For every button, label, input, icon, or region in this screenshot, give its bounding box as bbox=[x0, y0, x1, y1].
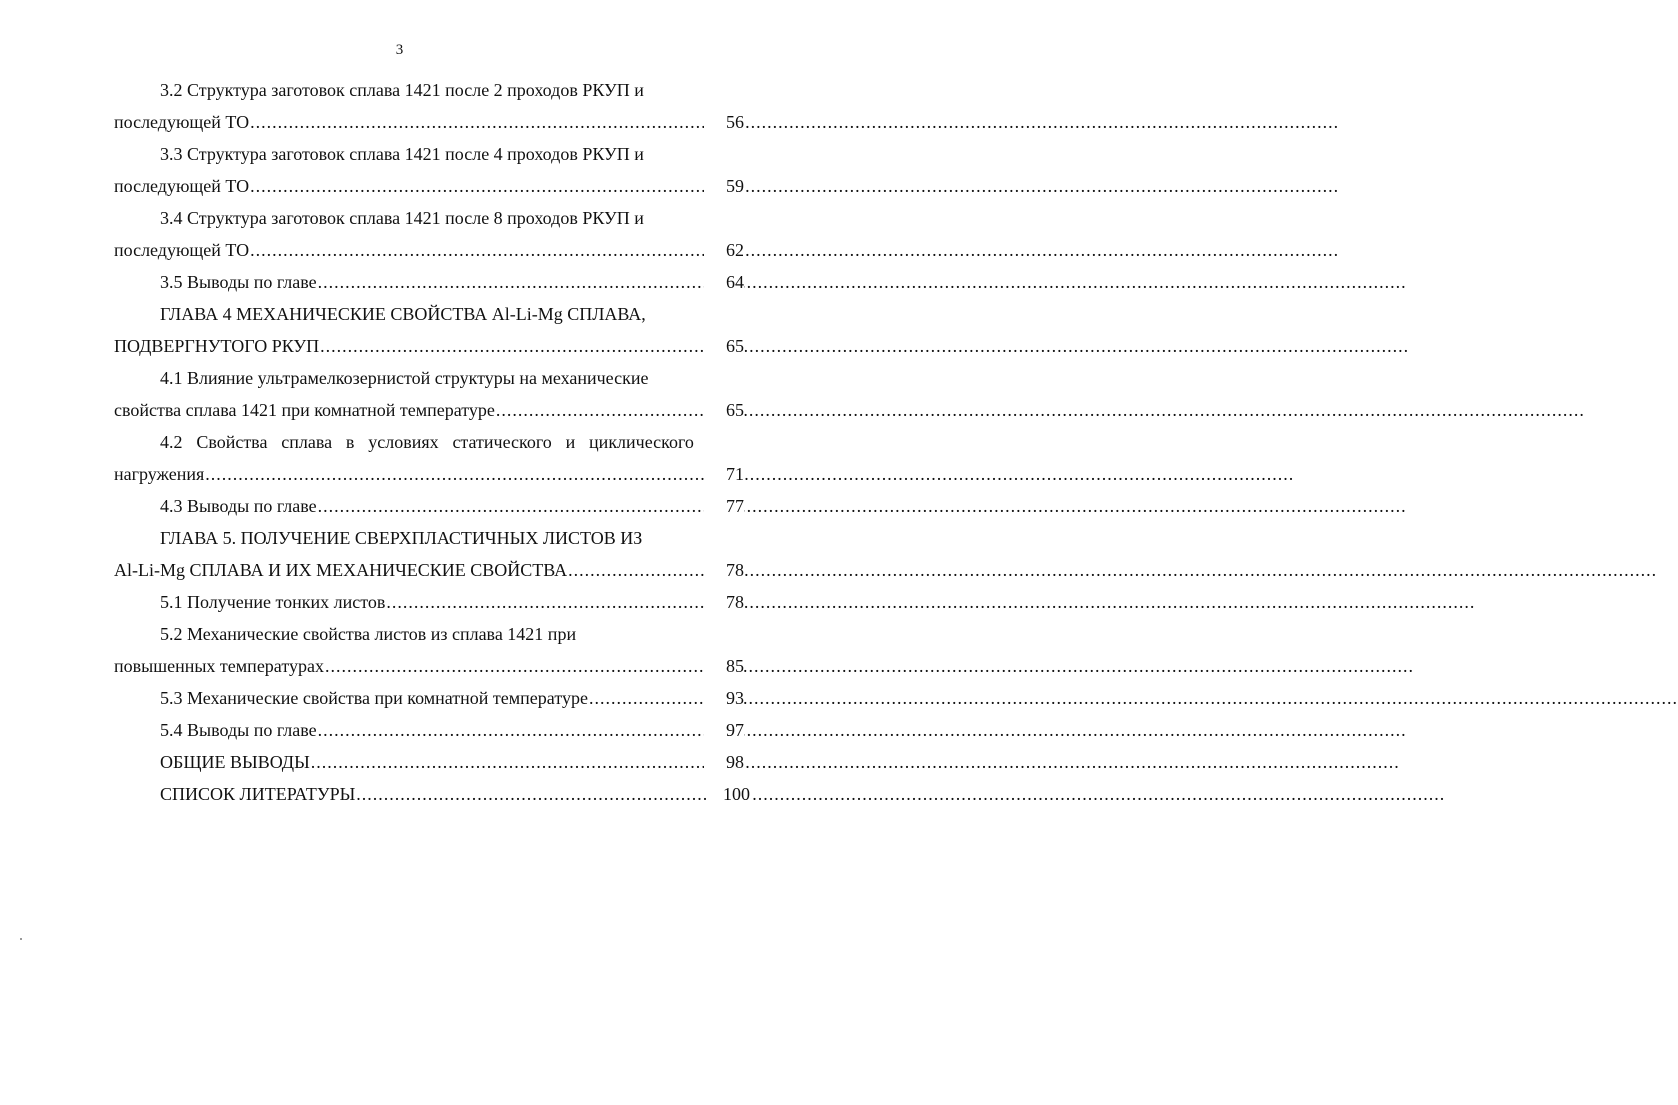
toc-entry-title: ПОДВЕРГНУТОГО РКУП bbox=[114, 336, 320, 356]
toc-page-number: 65 bbox=[704, 394, 744, 426]
toc-page-number: 78 bbox=[704, 586, 744, 618]
toc-entry-4-2-cont[interactable] bbox=[114, 458, 744, 490]
dot-leader bbox=[205, 458, 1294, 490]
toc-entry-3-3-cont[interactable] bbox=[114, 170, 744, 202]
dot-leader bbox=[250, 234, 1339, 266]
toc-entry-chapter-5[interactable] bbox=[114, 522, 744, 554]
toc-entry-3-4[interactable] bbox=[114, 202, 744, 234]
toc-entry-word: условиях bbox=[368, 432, 439, 452]
toc-page-number: 56 bbox=[704, 106, 744, 138]
toc-entry-references[interactable] bbox=[114, 778, 750, 810]
toc-entry-title: 4.3 Выводы по главе bbox=[160, 496, 317, 516]
dot-leader bbox=[320, 330, 1409, 362]
page-number: 3 bbox=[395, 42, 404, 58]
toc-entry-title: 5.1 Получение тонких листов bbox=[160, 592, 386, 612]
toc-entry-title: 3.5 Выводы по главе bbox=[160, 272, 317, 292]
toc-entry-5-4[interactable] bbox=[114, 714, 744, 746]
toc-page-number: 64 bbox=[704, 266, 744, 298]
dot-leader bbox=[325, 650, 1414, 682]
toc-entry-chapter-5-cont[interactable] bbox=[114, 554, 744, 586]
dot-leader bbox=[589, 682, 1678, 714]
toc-entry-3-4-cont[interactable] bbox=[114, 234, 744, 266]
toc-entry-title: последующей ТО bbox=[114, 176, 250, 196]
toc-entry-chapter-4-cont[interactable] bbox=[114, 330, 744, 362]
dot-leader bbox=[496, 394, 1585, 426]
toc-entry-title: ГЛАВА 5. ПОЛУЧЕНИЕ СВЕРХПЛАСТИЧНЫХ ЛИСТОВ ИЗ bbox=[160, 528, 643, 548]
toc-page-number: 97 bbox=[704, 714, 744, 746]
toc-entry-title: 5.2 Механические свойства листов из сплава 1421 при bbox=[160, 624, 577, 644]
toc-entry-title: свойства сплава 1421 при комнатной температуре bbox=[114, 400, 495, 420]
toc-entry-word: Свойства bbox=[196, 432, 268, 452]
toc-page-number: 85 bbox=[704, 650, 744, 682]
toc-page-number: 93 bbox=[704, 682, 744, 714]
dot-leader bbox=[318, 714, 1407, 746]
toc-entry-title: 3.4 Структура заготовок сплава 1421 после 8 проходов РКУП и bbox=[160, 208, 644, 228]
toc-page-number: 65 bbox=[704, 330, 744, 362]
toc-page-number: 59 bbox=[704, 170, 744, 202]
toc-entry-title: 3.2 Структура заготовок сплава 1421 после 2 проходов РКУП и bbox=[160, 80, 644, 100]
toc-page-number: 78 bbox=[704, 554, 744, 586]
toc-entry-3-3[interactable] bbox=[114, 138, 744, 170]
toc-entry-5-2[interactable] bbox=[114, 618, 744, 650]
dot-leader bbox=[311, 746, 1400, 778]
toc-page-number: 100 bbox=[706, 778, 750, 810]
toc-entry-title: последующей ТО bbox=[114, 240, 250, 260]
toc-entry-5-2-cont[interactable] bbox=[114, 650, 744, 682]
toc-entry-5-1[interactable] bbox=[114, 586, 744, 618]
toc-entry-general-conclusions[interactable] bbox=[114, 746, 744, 778]
toc-entry-title: 5.4 Выводы по главе bbox=[160, 720, 317, 740]
toc-page-number: 77 bbox=[704, 490, 744, 522]
toc-entry-title: 5.3 Механические свойства при комнатной температуре bbox=[160, 688, 588, 708]
toc-entry-title: 3.3 Структура заготовок сплава 1421 после 4 проходов РКУП и bbox=[160, 144, 644, 164]
toc-entry-word: в bbox=[345, 432, 355, 452]
toc-entry-title: ГЛАВА 4 МЕХАНИЧЕСКИЕ СВОЙСТВА Al-Li-Mg СПЛАВА, bbox=[160, 304, 646, 324]
toc-entry-4-2[interactable] bbox=[114, 426, 744, 458]
scan-speck bbox=[20, 938, 22, 940]
toc-entry-3-2[interactable] bbox=[114, 74, 744, 106]
toc-page-number: 98 bbox=[704, 746, 744, 778]
toc-entry-title: СПИСОК ЛИТЕРАТУРЫ bbox=[160, 784, 356, 804]
toc-entry-title: последующей ТО bbox=[114, 112, 250, 132]
dot-leader bbox=[356, 778, 1445, 810]
dot-leader bbox=[250, 106, 1339, 138]
toc-entry-title: 4.1 Влияние ультрамелкозернистой структуры на механические bbox=[160, 368, 649, 388]
toc-entry-4-1-cont[interactable] bbox=[114, 394, 744, 426]
toc-page-number: 62 bbox=[704, 234, 744, 266]
toc-entry-word: сплава bbox=[281, 432, 333, 452]
toc-entry-chapter-4[interactable] bbox=[114, 298, 744, 330]
dot-leader bbox=[386, 586, 1475, 618]
toc-entry-3-5[interactable] bbox=[114, 266, 744, 298]
toc-entry-title: Al-Li-Mg СПЛАВА И ИХ МЕХАНИЧЕСКИЕ СВОЙСТВА bbox=[114, 560, 568, 580]
toc-entry-word: циклического bbox=[589, 432, 694, 452]
toc-entry-word: и bbox=[565, 432, 576, 452]
toc-entry-4-3[interactable] bbox=[114, 490, 744, 522]
dot-leader bbox=[250, 170, 1339, 202]
dot-leader bbox=[318, 266, 1407, 298]
toc-entry-title: нагружения bbox=[114, 464, 205, 484]
toc-entry-3-2-cont[interactable] bbox=[114, 106, 744, 138]
toc-entry-word: статического bbox=[452, 432, 552, 452]
toc-entry-word: 4.2 bbox=[160, 432, 183, 452]
toc-entry-title: ОБЩИЕ ВЫВОДЫ bbox=[160, 752, 310, 772]
toc-page-number: 71 bbox=[704, 458, 744, 490]
toc-entry-title: повышенных температурах bbox=[114, 656, 324, 676]
table-of-contents bbox=[114, 74, 750, 810]
dot-leader bbox=[318, 490, 1407, 522]
toc-entry-5-3[interactable] bbox=[114, 682, 744, 714]
toc-entry-4-1[interactable] bbox=[114, 362, 744, 394]
